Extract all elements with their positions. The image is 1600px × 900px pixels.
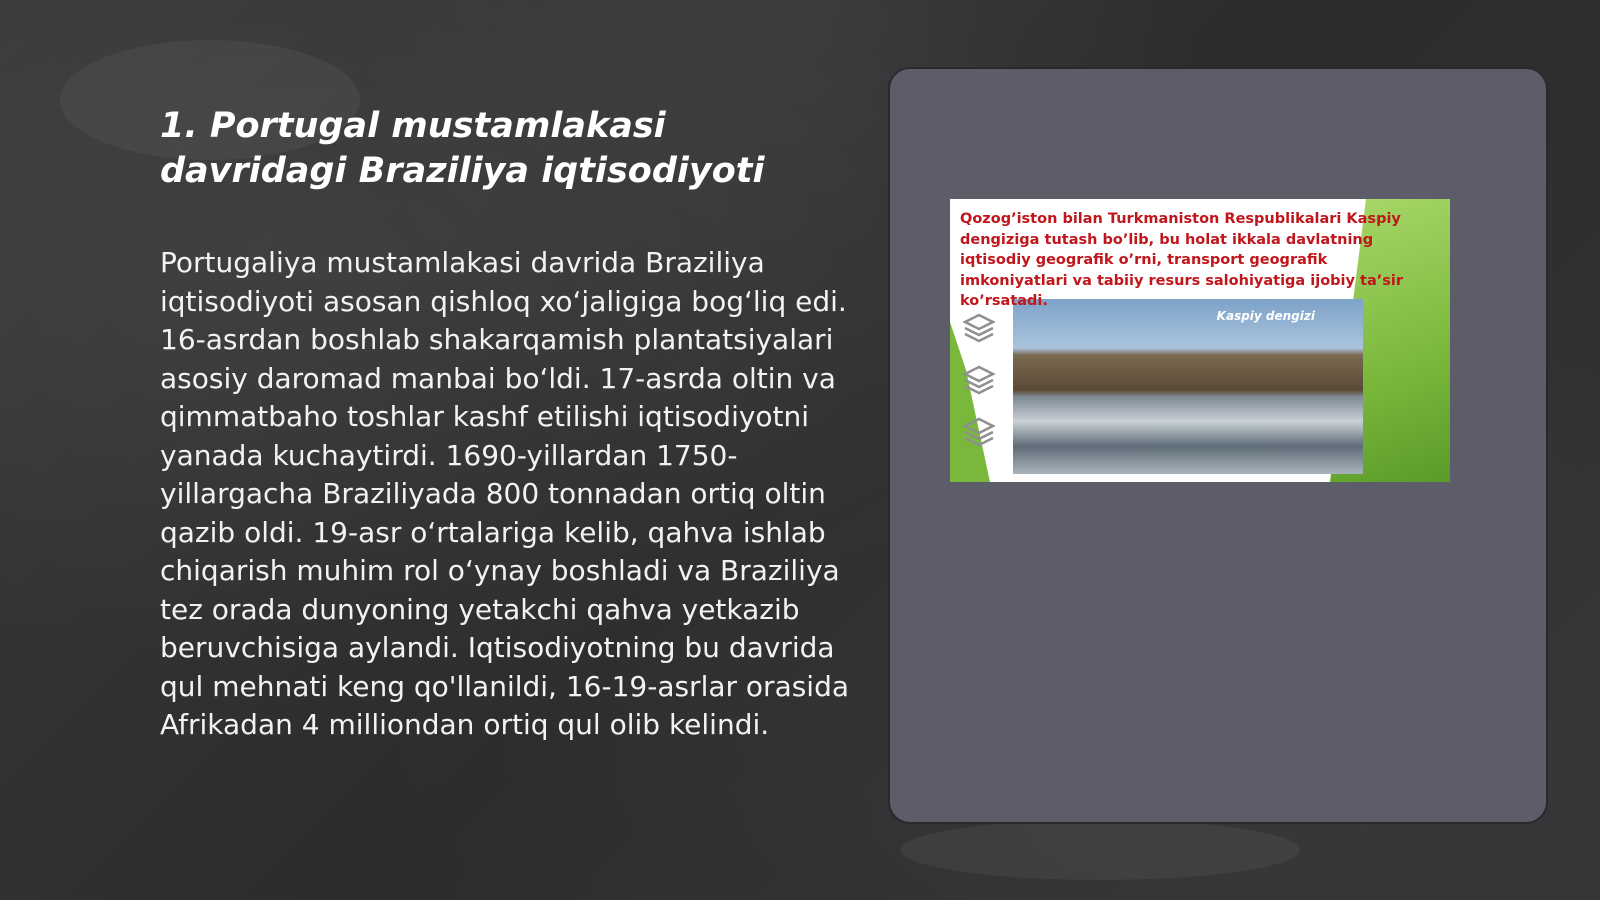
photo-label: Kaspiy dengizi: [1216, 309, 1315, 323]
layers-icon: [962, 415, 996, 449]
slide-title: 1. Portugal mustamlakasi davridagi Braziliya iqtisodiyoti: [160, 106, 765, 191]
green-decoration: [950, 322, 990, 482]
caspian-sea-photo: [1013, 299, 1363, 474]
caspian-sea-figure: [950, 199, 1450, 482]
layers-icon: [962, 363, 996, 397]
chalk-texture: [900, 820, 1300, 880]
figure-caption: Qozog’iston bilan Turkmaniston Respublikalari Kaspiy dengiziga tutash bo’lib, bu holat ikkala davlatning iqtisodiy geografik o’rni, transport geografik imkoniyatlari va tabiiy resurs salohiyatiga ijobiy ta’sir ko’rsatadi.: [960, 211, 1403, 309]
layers-icon: [962, 311, 996, 345]
slide-body-text: Portugaliya mustamlakasi davrida Braziliya iqtisodiyoti asosan qishloq xo‘jaligiga bog‘liq edi. 16-asrdan boshlab shakarqamish plantatsiyalari asosiy daromad manbai bo‘ldi. 17-asrda oltin va qimmatbaho toshlar kashf etilishi iqtisodiyotni yanada kuchaytirdi. 1690-yillardan 1750-yillargacha Braziliyada 800 tonnadan ortiq oltin qazib oldi. 19-asr o‘rtalariga kelib, qahva ishlab chiqarish muhim rol o‘ynay boshladi va Braziliya tez orada dunyoning yetakchi qahva yetkazib beruvchisiga aylandi. Iqtisodiyotning bu davrida qul mehnati keng qo'llanildi, 16-19-asrlar orasida Afrikadan 4 milliondan ortiq qul olib kelindi.: [160, 246, 850, 741]
